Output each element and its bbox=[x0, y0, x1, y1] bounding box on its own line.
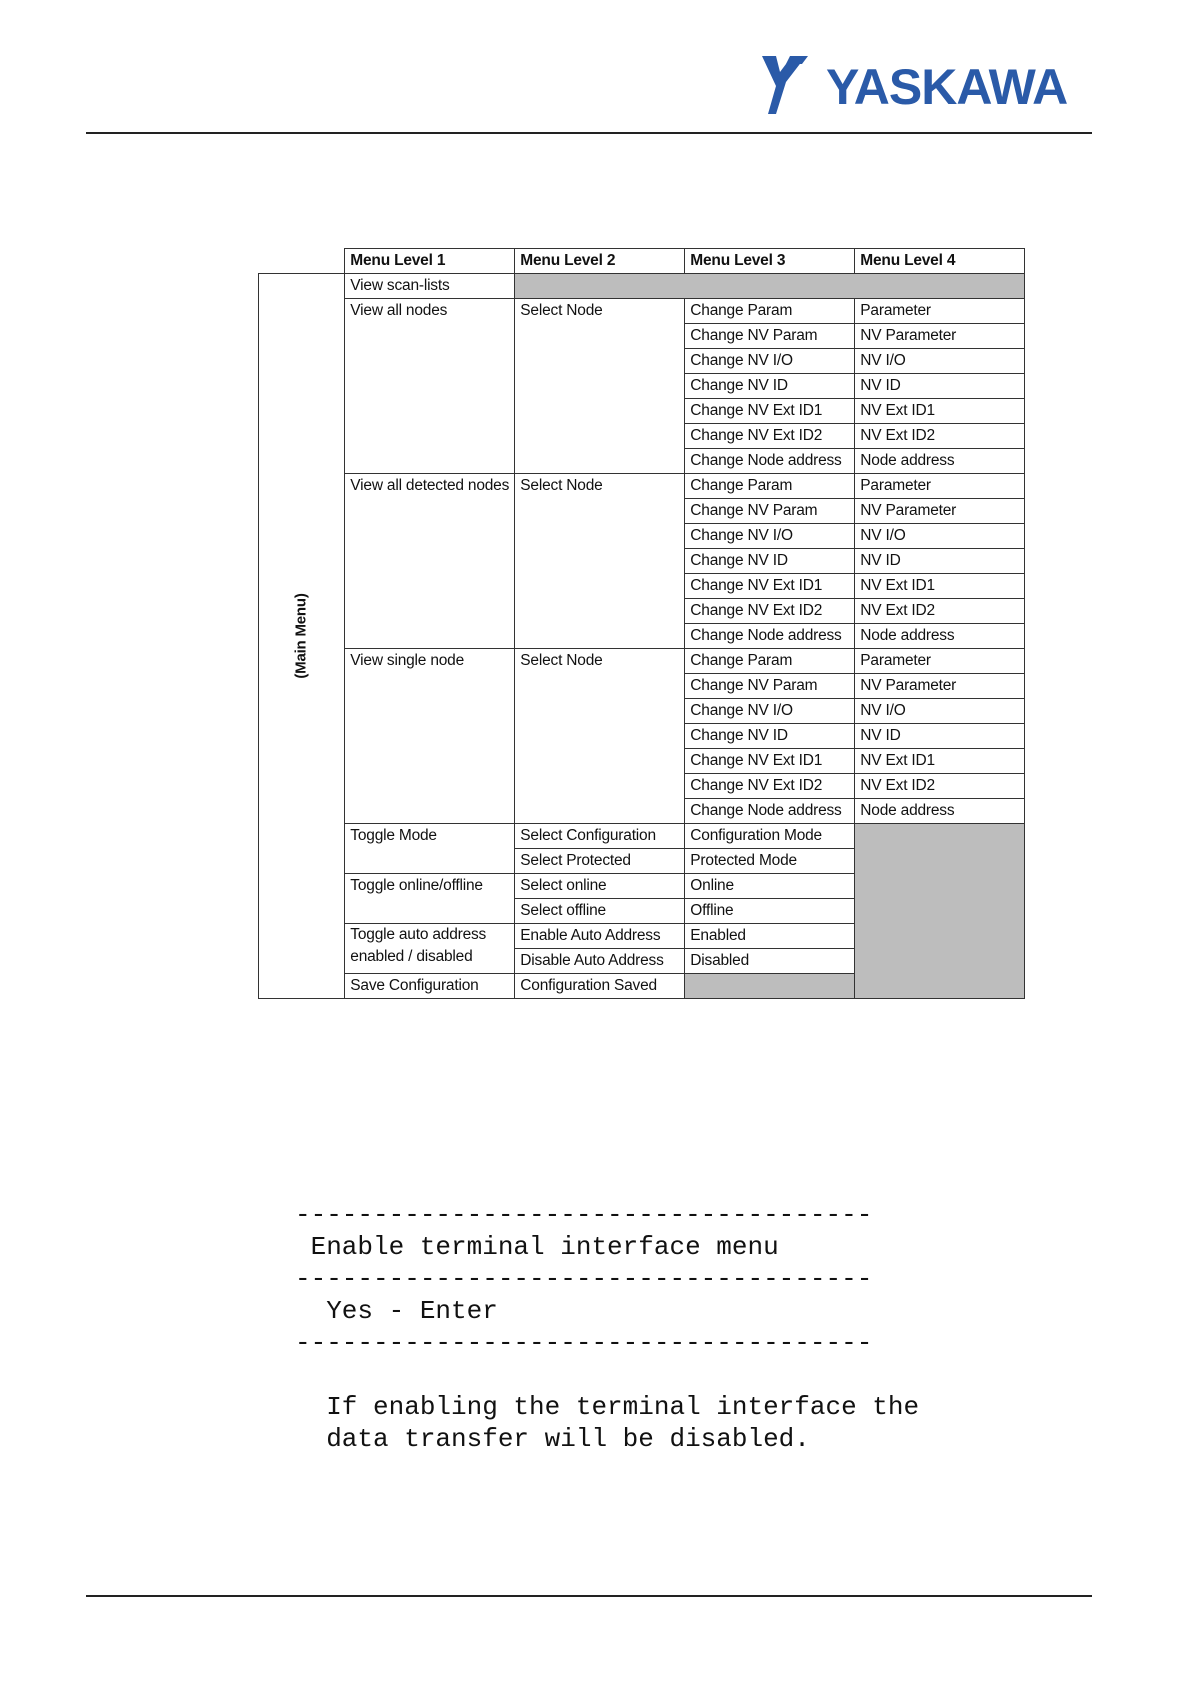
l3-cell: Change NV Ext ID1 bbox=[685, 574, 855, 599]
terminal-note-line-2: data transfer will be disabled. bbox=[295, 1424, 810, 1454]
l4-cell: Parameter bbox=[855, 649, 1025, 674]
header-row bbox=[259, 249, 1025, 274]
l1-save-configuration: Save Configuration bbox=[345, 974, 515, 999]
l2-cell: Select offline bbox=[515, 899, 685, 924]
l2-select-node: Select Node bbox=[515, 299, 685, 474]
l2-cell: Enable Auto Address bbox=[515, 924, 685, 949]
shaded-cell bbox=[515, 274, 1025, 299]
table-row bbox=[259, 824, 1025, 849]
l3-cell: Change NV Param bbox=[685, 499, 855, 524]
table-row bbox=[259, 649, 1025, 674]
l4-cell: NV Parameter bbox=[855, 324, 1025, 349]
l1-view-scan-lists: View scan-lists bbox=[345, 274, 515, 299]
table-row bbox=[259, 274, 1025, 299]
l1-view-all-nodes: View all nodes bbox=[345, 299, 515, 474]
l3-cell: Change NV I/O bbox=[685, 524, 855, 549]
l3-cell: Change NV ID bbox=[685, 549, 855, 574]
footer-rule bbox=[86, 1595, 1092, 1597]
l4-cell: NV Ext ID1 bbox=[855, 749, 1025, 774]
table-row bbox=[259, 474, 1025, 499]
terminal-title: Enable terminal interface menu bbox=[295, 1232, 779, 1262]
l3-cell: Configuration Mode bbox=[685, 824, 855, 849]
shaded-cell bbox=[685, 974, 855, 999]
l3-cell: Change NV Param bbox=[685, 324, 855, 349]
shaded-cell bbox=[855, 824, 1025, 999]
main-menu-side-cell bbox=[259, 274, 345, 999]
l2-select-node: Select Node bbox=[515, 649, 685, 824]
l3-cell: Change Param bbox=[685, 299, 855, 324]
l2-cell: Select Protected bbox=[515, 849, 685, 874]
l2-select-node: Select Node bbox=[515, 474, 685, 649]
l4-cell: Node address bbox=[855, 624, 1025, 649]
l4-cell: Parameter bbox=[855, 299, 1025, 324]
l3-cell: Change Param bbox=[685, 474, 855, 499]
l1-toggle-online-offline: Toggle online/offline bbox=[345, 874, 515, 924]
l3-cell: Protected Mode bbox=[685, 849, 855, 874]
l3-cell: Change NV Ext ID2 bbox=[685, 599, 855, 624]
l3-cell: Change Node address bbox=[685, 799, 855, 824]
l4-cell: NV ID bbox=[855, 549, 1025, 574]
l4-cell: Parameter bbox=[855, 474, 1025, 499]
l4-cell: NV Ext ID1 bbox=[855, 399, 1025, 424]
l4-cell: NV Ext ID2 bbox=[855, 774, 1025, 799]
menu-structure-table bbox=[258, 248, 1025, 999]
l4-cell: NV Parameter bbox=[855, 674, 1025, 699]
l3-cell: Change NV ID bbox=[685, 724, 855, 749]
header-level-3: Menu Level 3 bbox=[685, 249, 855, 274]
l3-cell: Change NV I/O bbox=[685, 349, 855, 374]
l4-cell: NV Ext ID1 bbox=[855, 574, 1025, 599]
table-row bbox=[259, 299, 1025, 324]
main-menu-label: (Main Menu) bbox=[292, 593, 310, 679]
l2-cell: Select Configuration bbox=[515, 824, 685, 849]
l4-cell: NV ID bbox=[855, 724, 1025, 749]
l3-cell: Change Node address bbox=[685, 449, 855, 474]
svg-text:YASKAWA: YASKAWA bbox=[826, 59, 1068, 115]
l3-cell: Online bbox=[685, 874, 855, 899]
header-rule bbox=[86, 132, 1092, 134]
l3-cell: Change NV Ext ID2 bbox=[685, 774, 855, 799]
terminal-divider: ------------------------------------- bbox=[295, 1328, 873, 1358]
l1-toggle-auto-address: Toggle auto address enabled / disabled bbox=[345, 924, 515, 974]
l3-cell: Change NV Ext ID1 bbox=[685, 749, 855, 774]
l3-cell: Change Param bbox=[685, 649, 855, 674]
l1-toggle-mode: Toggle Mode bbox=[345, 824, 515, 874]
l1-view-single-node: View single node bbox=[345, 649, 515, 824]
l4-cell: Node address bbox=[855, 799, 1025, 824]
header-level-1: Menu Level 1 bbox=[345, 249, 515, 274]
l3-cell: Change NV ID bbox=[685, 374, 855, 399]
l3-cell: Change NV Param bbox=[685, 674, 855, 699]
l4-cell: NV ID bbox=[855, 374, 1025, 399]
header-level-4: Menu Level 4 bbox=[855, 249, 1025, 274]
l3-cell: Enabled bbox=[685, 924, 855, 949]
l3-cell: Change Node address bbox=[685, 624, 855, 649]
l4-cell: NV Parameter bbox=[855, 499, 1025, 524]
terminal-divider: ------------------------------------- bbox=[295, 1264, 873, 1294]
l3-cell: Offline bbox=[685, 899, 855, 924]
l4-cell: NV I/O bbox=[855, 349, 1025, 374]
header-level-2: Menu Level 2 bbox=[515, 249, 685, 274]
corner-blank bbox=[259, 249, 345, 274]
l4-cell: NV Ext ID2 bbox=[855, 599, 1025, 624]
l3-cell: Change NV Ext ID2 bbox=[685, 424, 855, 449]
yaskawa-logo bbox=[762, 52, 1092, 120]
l3-cell: Disabled bbox=[685, 949, 855, 974]
l4-cell: NV Ext ID2 bbox=[855, 424, 1025, 449]
l4-cell: NV I/O bbox=[855, 524, 1025, 549]
l3-cell: Change NV Ext ID1 bbox=[685, 399, 855, 424]
l4-cell: Node address bbox=[855, 449, 1025, 474]
l3-cell: Change NV I/O bbox=[685, 699, 855, 724]
l2-cell: Select online bbox=[515, 874, 685, 899]
l4-cell: NV I/O bbox=[855, 699, 1025, 724]
terminal-divider: ------------------------------------- bbox=[295, 1200, 873, 1230]
l2-cell: Disable Auto Address bbox=[515, 949, 685, 974]
terminal-note-line-1: If enabling the terminal interface the bbox=[295, 1392, 920, 1422]
l1-view-all-detected-nodes: View all detected nodes bbox=[345, 474, 515, 649]
l2-cell: Configuration Saved bbox=[515, 974, 685, 999]
terminal-option: Yes - Enter bbox=[295, 1296, 498, 1326]
